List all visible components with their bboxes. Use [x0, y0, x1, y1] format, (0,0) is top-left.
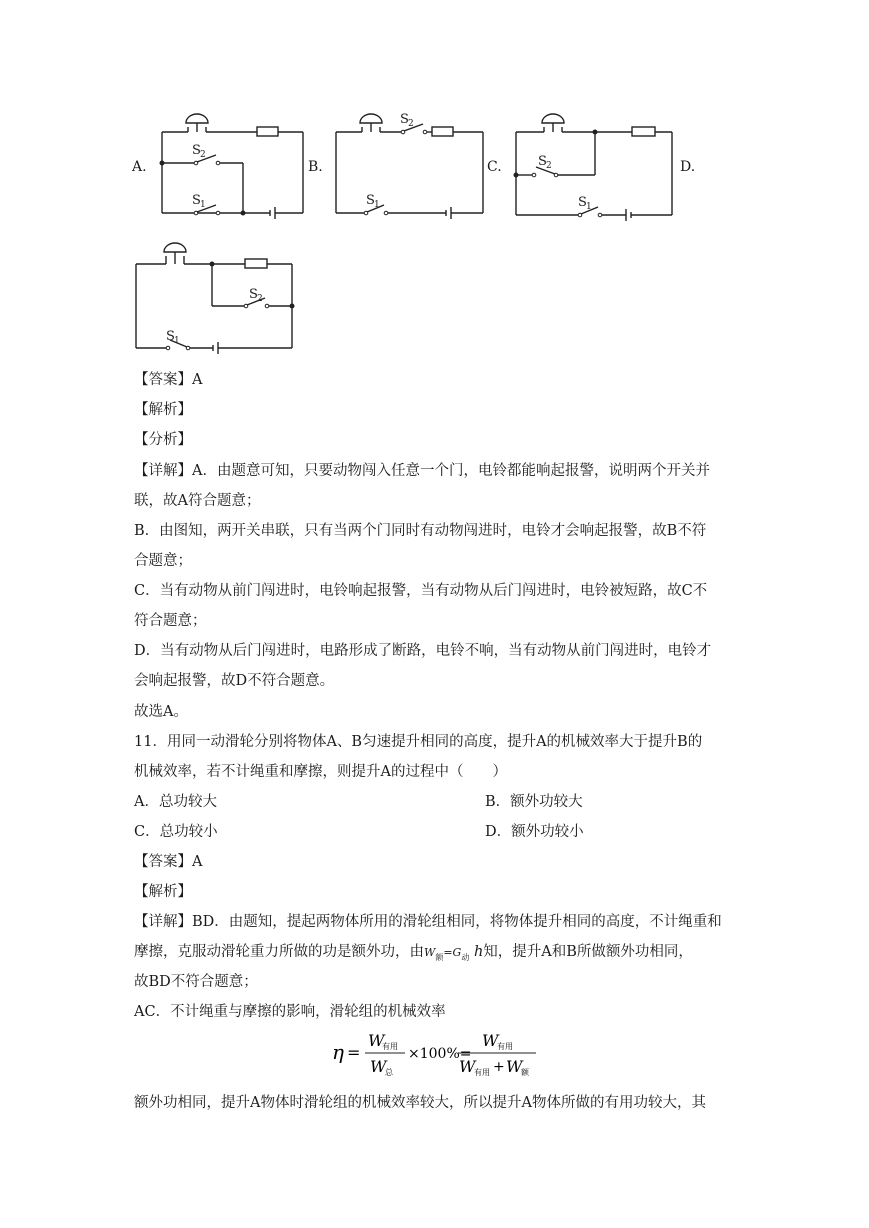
- bell-icon: [360, 114, 382, 123]
- circuit-diagram-d: [128, 238, 303, 358]
- svg-text:有用: 有用: [474, 1068, 490, 1077]
- svg-text:W: W: [482, 1031, 499, 1050]
- option-label-a: A.: [132, 159, 147, 175]
- bell-icon: [542, 114, 564, 123]
- svg-text:×100%=: ×100%=: [408, 1046, 472, 1062]
- detail-b-line1: B．由图知，两开关串联，只有当两个门同时有动物闯进时，电铃才会响起报警，故B不符: [134, 523, 707, 539]
- question-11-stem-line2: 机械效率，若不计绳重和摩擦，则提升A的过程中（ ）: [134, 764, 507, 780]
- svg-text:总: 总: [385, 1068, 393, 1077]
- option-label-c: C.: [487, 159, 502, 175]
- svg-text:S: S: [192, 193, 201, 208]
- question-11-stem-line1: 11．用同一动滑轮分别将物体A、B匀速提升相同的高度，提升A的机械效率大于提升B的: [134, 734, 703, 750]
- svg-text:+: +: [493, 1059, 505, 1075]
- svg-text:W: W: [368, 1031, 385, 1050]
- fenxi-heading-10: 【分析】: [134, 432, 192, 448]
- svg-text:2: 2: [257, 294, 263, 304]
- detail-bd-line3: 故BD不符合题意；: [134, 974, 258, 990]
- svg-text:2: 2: [200, 150, 206, 160]
- detail-c-line2: 符合题意；: [134, 613, 207, 629]
- detail-ac-line2: 额外功相同，提升A物体时滑轮组的机械效率较大，所以提升A物体所做的有用功较大，其: [134, 1095, 706, 1111]
- analysis-heading-10: 【解析】: [134, 402, 192, 418]
- choose-line-10: 故选A。: [134, 704, 188, 720]
- option-label-b: B.: [308, 159, 323, 175]
- svg-text:1: 1: [586, 202, 592, 212]
- svg-text:2: 2: [408, 119, 414, 129]
- svg-text:1: 1: [374, 200, 380, 210]
- svg-text:S: S: [249, 287, 258, 302]
- svg-text:S: S: [538, 154, 547, 169]
- efficiency-formula: [330, 1022, 590, 1082]
- option-d: D．额外功较小: [485, 824, 584, 840]
- bell-icon: [164, 243, 186, 252]
- detail-b-line2: 合题意；: [134, 553, 192, 569]
- svg-text:η: η: [332, 1040, 344, 1064]
- circuit-diagram-b: [328, 105, 493, 220]
- svg-text:S: S: [400, 112, 409, 127]
- detail-d-line2: 会响起报警，故D不符合题意。: [134, 673, 335, 689]
- option-a: A．总功较大: [134, 794, 217, 810]
- option-b: B．额外功较大: [485, 794, 583, 810]
- analysis-heading-11: 【解析】: [134, 884, 192, 900]
- resistor-icon: [257, 127, 278, 136]
- svg-text:=: =: [347, 1043, 361, 1062]
- bell-icon: [186, 114, 208, 123]
- detail-bd-line2: 摩擦，克服动滑轮重力所做的功是额外功，由$W_额=G_动$ h知，提升A和B所做额外功相同，: [134, 944, 693, 962]
- detail-c-line1: C．当有动物从前门闯进时，电铃响起报警，当有动物从后门闯进时，电铃被短路，故C不: [134, 583, 708, 599]
- resistor-icon: [245, 259, 267, 268]
- detail-bd-line1: 【详解】BD．由题知，提起两物体所用的滑轮组相同，将物体提升相同的高度，不计绳重和: [134, 914, 722, 930]
- resistor-icon: [432, 127, 453, 136]
- option-label-d: D.: [680, 159, 696, 175]
- svg-text:S: S: [578, 195, 587, 210]
- svg-text:有用: 有用: [497, 1042, 513, 1051]
- svg-text:S: S: [192, 143, 201, 158]
- detail-ac-line1: AC．不计绳重与摩擦的影响，滑轮组的机械效率: [134, 1004, 446, 1020]
- svg-text:S: S: [366, 193, 375, 208]
- svg-text:1: 1: [174, 336, 180, 346]
- svg-text:S: S: [166, 329, 175, 344]
- svg-text:W: W: [370, 1057, 387, 1076]
- answer-10: 【答案】A: [134, 372, 203, 388]
- detail-a-line2: 联，故A符合题意；: [134, 493, 261, 509]
- svg-text:有用: 有用: [382, 1042, 398, 1051]
- svg-text:W: W: [459, 1057, 476, 1076]
- circuit-diagram-a: [150, 105, 315, 220]
- answer-11: 【答案】A: [134, 854, 203, 870]
- svg-text:W: W: [506, 1057, 523, 1076]
- svg-text:额: 额: [521, 1068, 529, 1077]
- svg-text:2: 2: [546, 161, 552, 171]
- option-c: C．总功较小: [134, 824, 218, 840]
- detail-d-line1: D．当有动物从后门闯进时，电路形成了断路，电铃不响，当有动物从前门闯进时，电铃才: [134, 643, 712, 659]
- svg-text:1: 1: [200, 200, 206, 210]
- resistor-icon: [632, 127, 655, 136]
- circuit-diagram-c: [508, 105, 678, 220]
- detail-a-line1: 【详解】A．由题意可知，只要动物闯入任意一个门，电铃都能响起报警，说明两个开关并: [134, 463, 710, 479]
